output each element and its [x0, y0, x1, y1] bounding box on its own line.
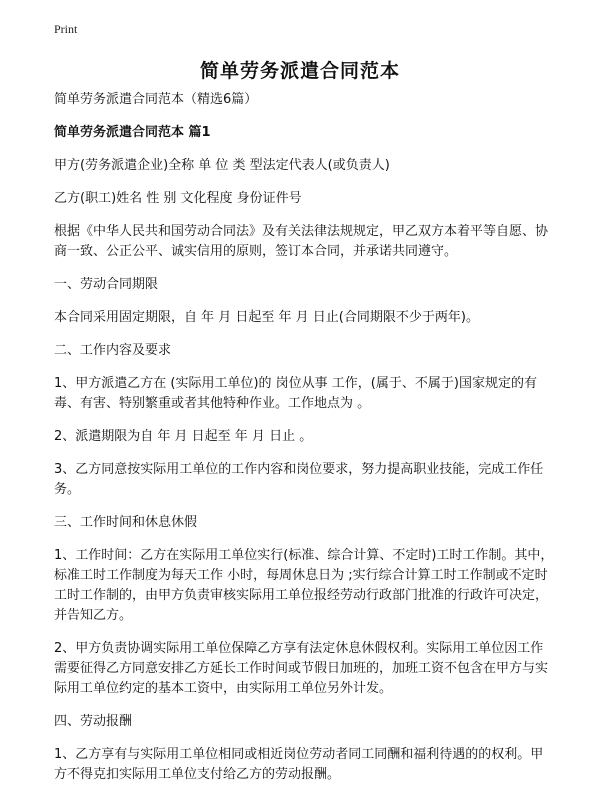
heading-remuneration: 四、劳动报酬 — [54, 714, 133, 729]
section-heading: 简单劳务派遣合同范本 篇1 — [54, 125, 211, 140]
preamble-paragraph: 根据《中华人民共和国劳动合同法》及有关法律法规规定，甲乙双方本着平等自愿、协商一致、公正公平、诚实信用的原则，签订本合同，并承诺共同遵守。 — [54, 224, 549, 259]
heading-work-hours: 三、工作时间和休息休假 — [54, 515, 198, 530]
print-link[interactable]: Print — [54, 22, 78, 36]
work-content-item-3: 3、乙方同意按实际用工单位的工作内容和岗位要求，努力提高职业技能，完成工作任务。 — [54, 462, 544, 497]
work-content-item-1: 1、甲方派遣乙方在 (实际用工单位)的 岗位从事 工作，(属于、不属于)国家规定的有毒、有害、特别繁重或者其他特种作业。工作地点为 。 — [54, 376, 537, 411]
work-hours-item-1: 1、工作时间：乙方在实际用工单位实行(标准、综合计算、不定时)工时工作制。其中，标准工时工作制度为每天工作 小时，每周休息日为 ;实行综合计算工时工作制或不定时工时工作制的，由甲方负责审核实际用工单位报经劳动行政部门批准的行政许可决定，并告知乙方。 — [54, 548, 554, 623]
work-hours-item-2: 2、甲方负责协调实际用工单位保障乙方享有法定休息休假权利。实际用工单位因工作需要征得乙方同意安排乙方延长工作时间或节假日加班的，加班工资不包含在甲方与实际用工单位约定的基本工资中，由实际用工单位另外计发。 — [54, 641, 549, 696]
document-title: 简单劳务派遣合同范本 — [199, 60, 400, 82]
document-subtitle: 简单劳务派遣合同范本（精选6篇） — [54, 92, 258, 107]
work-content-item-2: 2、派遣期限为自 年 月 日起至 年 月 日止 。 — [54, 429, 313, 444]
contract-term-paragraph: 本合同采用固定期限，自 年 月 日起至 年 月 日止(合同期限不少于两年)。 — [54, 310, 479, 325]
document-body — [54, 90, 554, 785]
heading-contract-term: 一、劳动合同期限 — [54, 277, 159, 292]
heading-work-content: 二、工作内容及要求 — [54, 343, 172, 358]
party-b-line: 乙方(职工)姓名 性 别 文化程度 身份证件号 — [54, 191, 302, 206]
remuneration-item-1: 1、乙方享有与实际用工单位相同或相近岗位劳动者同工同酬和福利待遇的的权利。甲方不得克扣实际用工单位支付给乙方的劳动报酬。 — [54, 747, 544, 782]
party-a-line: 甲方(劳务派遣企业)全称 单 位 类 型法定代表人(或负责人) — [54, 158, 390, 173]
